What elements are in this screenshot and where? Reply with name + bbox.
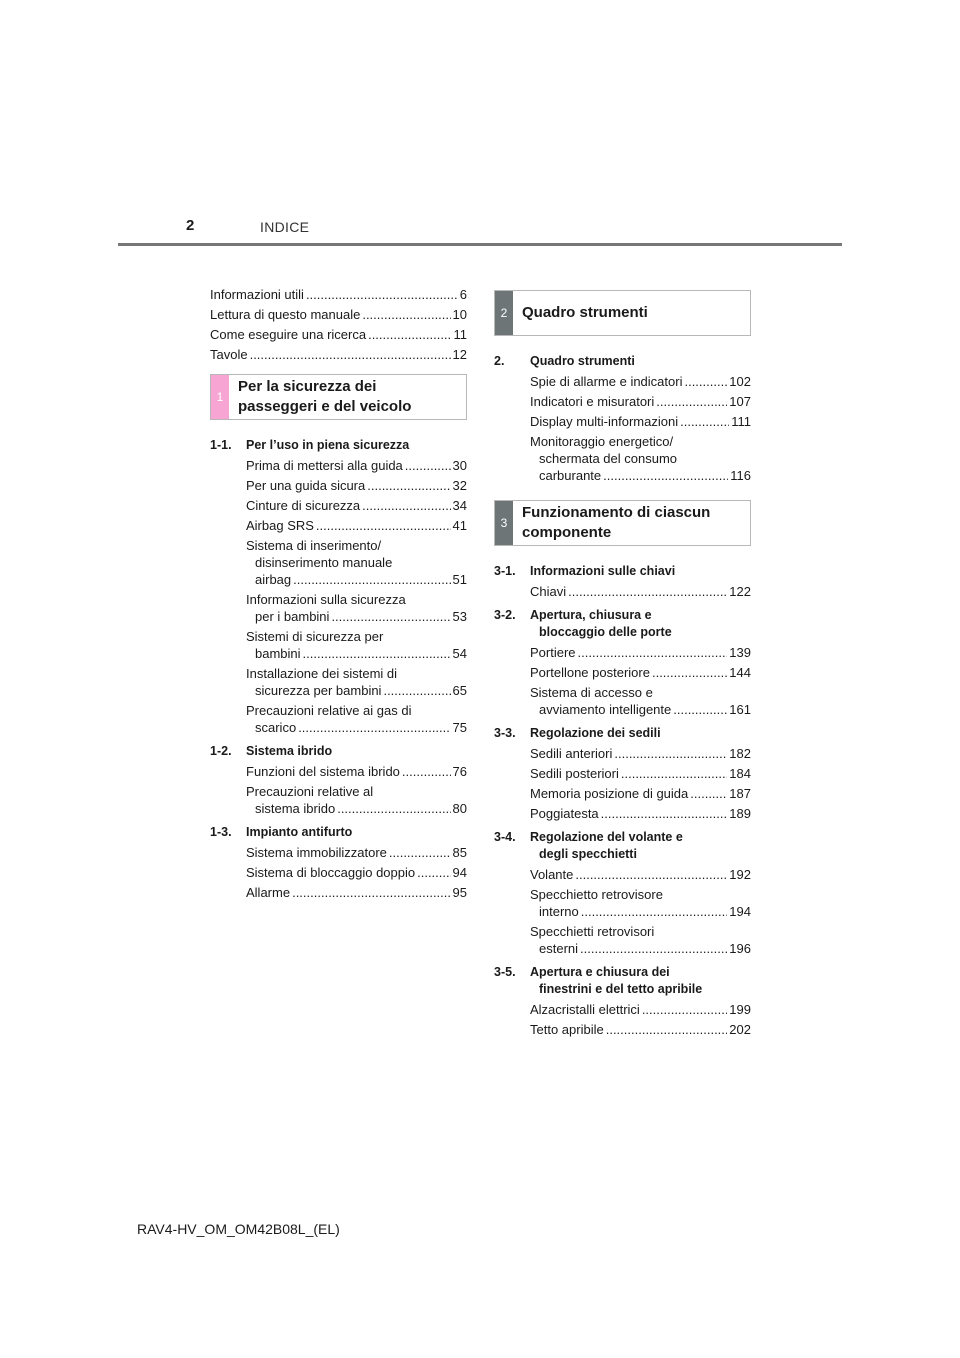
toc-entry-label: Precauzioni relative ai gas di	[246, 703, 412, 718]
leader-dots	[367, 477, 450, 494]
toc-entry-label: disinserimento manuale	[255, 555, 393, 570]
toc-item[interactable]	[210, 346, 467, 366]
toc-entry-page: 116	[730, 468, 751, 483]
toc-item-page: 12	[452, 347, 467, 362]
toc-entry[interactable]	[246, 665, 467, 699]
section-title-2: Quadro strumenti	[522, 304, 648, 321]
chapter-heading[interactable]	[494, 353, 751, 370]
toc-entry[interactable]	[530, 785, 751, 802]
section-tab-1: 1	[211, 375, 229, 419]
footer-doc-code: RAV4-HV_OM_OM42B08L_(EL)	[137, 1221, 340, 1237]
toc-entry-page: 182	[729, 746, 751, 761]
chapter-heading[interactable]	[494, 563, 751, 580]
toc-entry-label: Sistema di bloccaggio doppio	[246, 865, 416, 880]
toc-entry-page: 202	[729, 1022, 751, 1037]
toc-entry-page: 192	[729, 867, 751, 882]
toc-entry-label: Prima di mettersi alla guida	[246, 458, 403, 473]
chapter-number: 1-2.	[210, 744, 232, 758]
leader-dots	[362, 306, 450, 324]
toc-entry-page: 187	[729, 786, 751, 801]
toc-entry[interactable]	[246, 702, 467, 736]
toc-entry-page: 51	[452, 572, 467, 587]
chapter-title: Regolazione dei sedili	[530, 726, 661, 740]
toc-entry-label: per i bambini	[255, 609, 330, 624]
page-number: 2	[186, 217, 195, 234]
leader-dots	[580, 940, 727, 957]
toc-item-page: 10	[452, 307, 467, 322]
toc-entry-label: carburante	[539, 468, 602, 483]
toc-entry-page: 189	[729, 806, 751, 821]
header-rule	[118, 243, 842, 246]
toc-entry-page: 65	[452, 683, 467, 698]
toc-entry-label: Precauzioni relative al	[246, 784, 374, 799]
toc-entry[interactable]	[246, 537, 467, 588]
chapter-title: Quadro strumenti	[530, 354, 635, 368]
toc-entry-page: 95	[452, 885, 467, 900]
toc-entry-label: Installazione dei sistemi di	[246, 666, 398, 681]
leader-dots	[250, 346, 451, 364]
toc-entry-page: 32	[452, 478, 467, 493]
toc-entry-label: sistema ibrido	[255, 801, 336, 816]
section-box-2[interactable]	[494, 290, 751, 336]
toc-entry-label: Allarme	[246, 885, 291, 900]
toc-entry-label: avviamento intelligente	[539, 702, 672, 717]
toc-entry-page: 30	[452, 458, 467, 473]
leader-dots	[306, 286, 458, 304]
toc-entry-page: 111	[731, 414, 751, 429]
toc-entry[interactable]	[246, 628, 467, 662]
toc-entry[interactable]	[530, 373, 751, 390]
leader-dots	[581, 903, 728, 920]
leader-dots	[614, 745, 727, 762]
chapter-number: 1-3.	[210, 825, 232, 839]
leader-dots	[368, 326, 451, 344]
toc-entry[interactable]	[530, 413, 751, 430]
chapter	[494, 563, 751, 607]
toc-entry[interactable]	[246, 517, 467, 534]
toc-entry-label: Informazioni sulla sicurezza	[246, 592, 406, 607]
leader-dots	[293, 571, 450, 588]
toc-entry-page: 107	[729, 394, 751, 409]
toc-entry-label: airbag	[255, 572, 292, 587]
chapter-number: 3-4.	[494, 830, 516, 844]
toc-entry-page: 122	[729, 584, 751, 599]
toc-entry[interactable]	[246, 783, 467, 817]
toc-entry-page: 161	[729, 702, 751, 717]
leader-dots	[578, 644, 728, 661]
toc-item-label: Informazioni utili	[210, 287, 304, 302]
leader-dots	[652, 664, 727, 681]
toc-entry[interactable]	[530, 644, 751, 661]
chapter	[494, 964, 751, 1045]
toc-entry-label: schermata del consumo	[539, 451, 678, 466]
toc-entry-label: Funzioni del sistema ibrido	[246, 764, 400, 779]
chapter-heading[interactable]	[210, 743, 467, 760]
leader-dots	[292, 884, 450, 901]
toc-entry-page: 144	[729, 665, 751, 680]
toc-entry-label: Indicatori e misuratori	[530, 394, 655, 409]
toc-item-page: 11	[453, 327, 467, 342]
toc-entry-page: 41	[452, 518, 467, 533]
toc-entry-label: Sedili posteriori	[530, 766, 619, 781]
chapter-number: 1-1.	[210, 438, 232, 452]
chapter	[494, 725, 751, 829]
toc-entry[interactable]	[246, 844, 467, 861]
toc-entry-page: 139	[729, 645, 751, 660]
toc-entry-label: Airbag SRS	[246, 518, 314, 533]
chapter	[494, 829, 751, 964]
toc-entry-label: Poggiatesta	[530, 806, 599, 821]
toc-entry-page: 196	[729, 941, 751, 956]
toc-entry-page: 102	[729, 374, 751, 389]
toc-entry-page: 80	[452, 801, 467, 816]
toc-entry-label: Chiavi	[530, 584, 567, 599]
toc-entry-page: 76	[452, 764, 467, 779]
toc-entry-label: Alzacristalli elettrici	[530, 1002, 640, 1017]
right-column	[494, 290, 751, 1045]
toc-entry[interactable]	[246, 477, 467, 494]
toc-entry-page: 75	[452, 720, 467, 735]
leader-dots	[656, 393, 727, 410]
left-column	[210, 286, 467, 908]
toc-entry-label: sicurezza per bambini	[255, 683, 382, 698]
toc-entry[interactable]	[246, 864, 467, 881]
toc-entry-label: esterni	[539, 941, 579, 956]
toc-entry[interactable]	[530, 923, 751, 957]
toc-entry-page: 199	[729, 1002, 751, 1017]
chapter	[494, 607, 751, 725]
section-tab-2: 2	[495, 291, 513, 335]
toc-entry[interactable]	[530, 805, 751, 822]
toc-entry-label: Spie di allarme e indicatori	[530, 374, 683, 389]
toc-entry-page: 194	[729, 904, 751, 919]
toc-entry-label: Sedili anteriori	[530, 746, 613, 761]
section-2-chapters	[494, 353, 751, 491]
leader-dots	[680, 413, 729, 430]
toc-item[interactable]	[210, 326, 467, 346]
chapter	[210, 437, 467, 743]
toc-entry-label: Specchietto retrovisore	[530, 887, 663, 902]
chapter-number: 2.	[494, 354, 505, 368]
toc-entry-label: Tetto apribile	[530, 1022, 604, 1037]
toc-entry-label: Sistema di accesso e	[530, 685, 653, 700]
chapter-title: Sistema ibrido	[246, 744, 333, 758]
leader-dots	[383, 682, 450, 699]
toc-entry-page: 184	[729, 766, 751, 781]
toc-entry-label: Sistema immobilizzatore	[246, 845, 387, 860]
chapter-number: 3-2.	[494, 608, 516, 622]
toc-item-label: Tavole	[210, 347, 248, 362]
front-items	[210, 286, 467, 366]
toc-item-page: 6	[459, 287, 467, 302]
toc-entry[interactable]	[530, 765, 751, 782]
toc-item-label: Lettura di questo manuale	[210, 307, 361, 322]
toc-entry[interactable]	[530, 1001, 751, 1018]
toc-item-label: Come eseguire una ricerca	[210, 327, 367, 342]
section-title-1: Per la sicurezza dei passeggeri e del veicolo	[238, 378, 412, 415]
leader-dots	[303, 645, 451, 662]
toc-entry-label: Memoria posizione di guida	[530, 786, 689, 801]
leader-dots	[316, 517, 451, 534]
toc-entry-page: 94	[452, 865, 467, 880]
leader-dots	[405, 457, 451, 474]
chapter-heading[interactable]	[494, 829, 751, 863]
chapter-heading[interactable]	[494, 725, 751, 742]
chapter	[210, 824, 467, 908]
leader-dots	[673, 701, 727, 718]
chapter-title: Apertura e chiusura dei finestrini e del tetto apribile	[530, 965, 703, 996]
toc-entry[interactable]	[530, 664, 751, 681]
chapter-heading[interactable]	[210, 824, 467, 841]
toc-entry[interactable]	[530, 886, 751, 920]
toc-entry-label: Sistemi di sicurezza per	[246, 629, 384, 644]
leader-dots	[331, 608, 450, 625]
chapter-title: Apertura, chiusura e bloccaggio delle porte	[530, 608, 672, 639]
leader-dots	[575, 866, 727, 883]
toc-entry-label: interno	[539, 904, 579, 919]
leader-dots	[621, 765, 727, 782]
chapter-number: 3-1.	[494, 564, 516, 578]
chapter-number: 3-3.	[494, 726, 516, 740]
chapter-heading[interactable]	[494, 964, 751, 998]
section-1-chapters	[210, 437, 467, 908]
toc-entry[interactable]	[246, 763, 467, 780]
leader-dots	[606, 1021, 728, 1038]
toc-entry[interactable]	[530, 866, 751, 883]
toc-entry[interactable]	[246, 457, 467, 474]
toc-entry[interactable]	[530, 393, 751, 410]
chapter-title: Informazioni sulle chiavi	[530, 564, 676, 578]
toc-entry[interactable]	[246, 497, 467, 514]
chapter-title: Per l’uso in piena sicurezza	[246, 438, 410, 452]
toc-entry-label: scarico	[255, 720, 297, 735]
toc-entry-label: Portellone posteriore	[530, 665, 650, 680]
toc-entry[interactable]	[530, 684, 751, 718]
toc-entry-page: 85	[452, 845, 467, 860]
toc-entry-label: Volante	[530, 867, 574, 882]
section-3-chapters	[494, 563, 751, 1045]
leader-dots	[337, 800, 450, 817]
leader-dots	[298, 719, 450, 736]
toc-entry-page: 53	[452, 609, 467, 624]
chapter-number: 3-5.	[494, 965, 516, 979]
toc-entry[interactable]	[530, 433, 751, 484]
toc-entry-label: Per una guida sicura	[246, 478, 366, 493]
leader-dots	[601, 805, 728, 822]
leader-dots	[684, 373, 727, 390]
toc-entry-label: Display multi-informazioni	[530, 414, 679, 429]
toc-entry-label: Sistema di inserimento/	[246, 538, 382, 553]
leader-dots	[642, 1001, 727, 1018]
section-box-1[interactable]	[210, 374, 467, 420]
chapter	[494, 353, 751, 491]
chapter-title: Impianto antifurto	[246, 825, 353, 839]
toc-entry-page: 34	[452, 498, 467, 513]
leader-dots	[690, 785, 727, 802]
leader-dots	[603, 467, 728, 484]
leader-dots	[389, 844, 451, 861]
toc-entry-page: 54	[452, 646, 467, 661]
chapter-heading[interactable]	[494, 607, 751, 641]
toc-entry-label: Monitoraggio energetico/	[530, 434, 674, 449]
leader-dots	[402, 763, 451, 780]
section-tab-3: 3	[495, 501, 513, 545]
toc-entry-label: bambini	[255, 646, 301, 661]
toc-entry[interactable]	[530, 1021, 751, 1038]
leader-dots	[417, 864, 450, 881]
toc-entry-label: Cinture di sicurezza	[246, 498, 361, 513]
toc-item[interactable]	[210, 286, 467, 306]
toc-entry-label: Portiere	[530, 645, 576, 660]
toc-entry[interactable]	[530, 745, 751, 762]
chapter	[210, 743, 467, 824]
toc-item[interactable]	[210, 306, 467, 326]
toc-entry[interactable]	[246, 591, 467, 625]
section-title-3: Funzionamento di ciascun componente	[522, 504, 711, 541]
toc-entry[interactable]	[530, 583, 751, 600]
chapter-title: Regolazione del volante e degli specchietti	[530, 830, 683, 861]
leader-dots	[568, 583, 727, 600]
toc-entry-label: Specchietti retrovisori	[530, 924, 655, 939]
section-box-3[interactable]	[494, 500, 751, 546]
chapter-heading[interactable]	[210, 437, 467, 454]
toc-entry[interactable]	[246, 884, 467, 901]
leader-dots	[362, 497, 450, 514]
header-title: INDICE	[260, 219, 310, 235]
